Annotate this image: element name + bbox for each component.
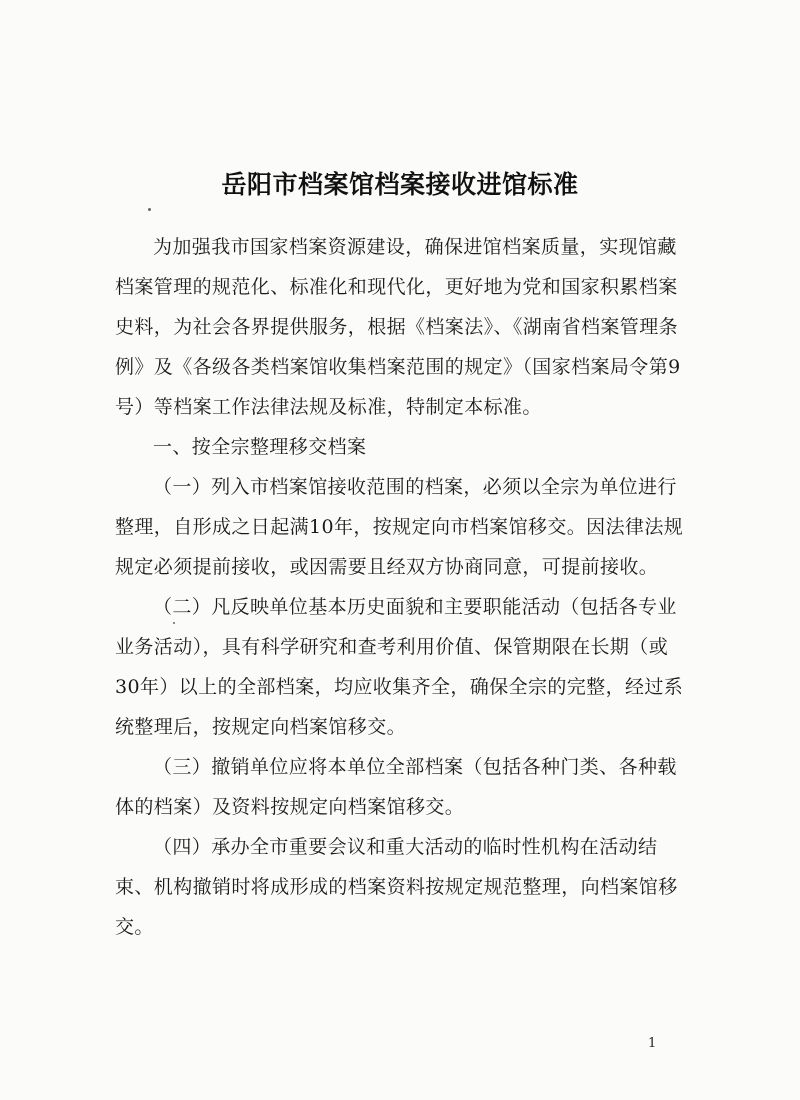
section-paragraph-1: （一）列入市档案馆接收范围的档案，必须以全宗为单位进行整理，自形成之日起满10年，按规定向市档案馆移交。因法律法规规定必须提前接收，或因需要且经双方协商同意，可提前接收。 (115, 476, 684, 578)
section-paragraph-3: （三）撤销单位应将本单位全部档案（包括各种门类、各种载体的档案）及资料按规定向档案馆移交。 (115, 756, 677, 818)
section-paragraph-2: （二）凡反映单位基本历史面貌和主要职能活动（包括各专业业务活动），具有科学研究和查考利用价值、保管期限在长期（或30年）以上的全部档案，均应收集齐全，确保全宗的完整，经过系统整理后，按规定向档案馆移交。 (115, 596, 684, 738)
section-heading: 一、按全宗整理移交档案 (153, 436, 367, 458)
intro-paragraph: 为加强我市国家档案资源建设，确保进馆档案质量，实现馆藏档案管理的规范化、标准化和现代化，更好地为党和国家积累档案史料，为社会各界提供服务，根据《档案法》、《湖南省档案管理条例》及《各级各类档案馆收集档案范围的规定》（国家档案局令第9号）等档案工作法律法规及标准，特制定本标准。 (115, 236, 681, 418)
section-paragraph-4: （四）承办全市重要会议和重大活动的临时性机构在活动结束、机构撤销时将成形成的档案资料按规定规范整理，向档案馆移交。 (115, 836, 678, 938)
document-body (115, 227, 685, 947)
document-title: 岳阳市档案馆档案接收进馆标准 (221, 169, 579, 199)
page-number: 1 (648, 1036, 657, 1051)
scan-speck (148, 208, 151, 211)
